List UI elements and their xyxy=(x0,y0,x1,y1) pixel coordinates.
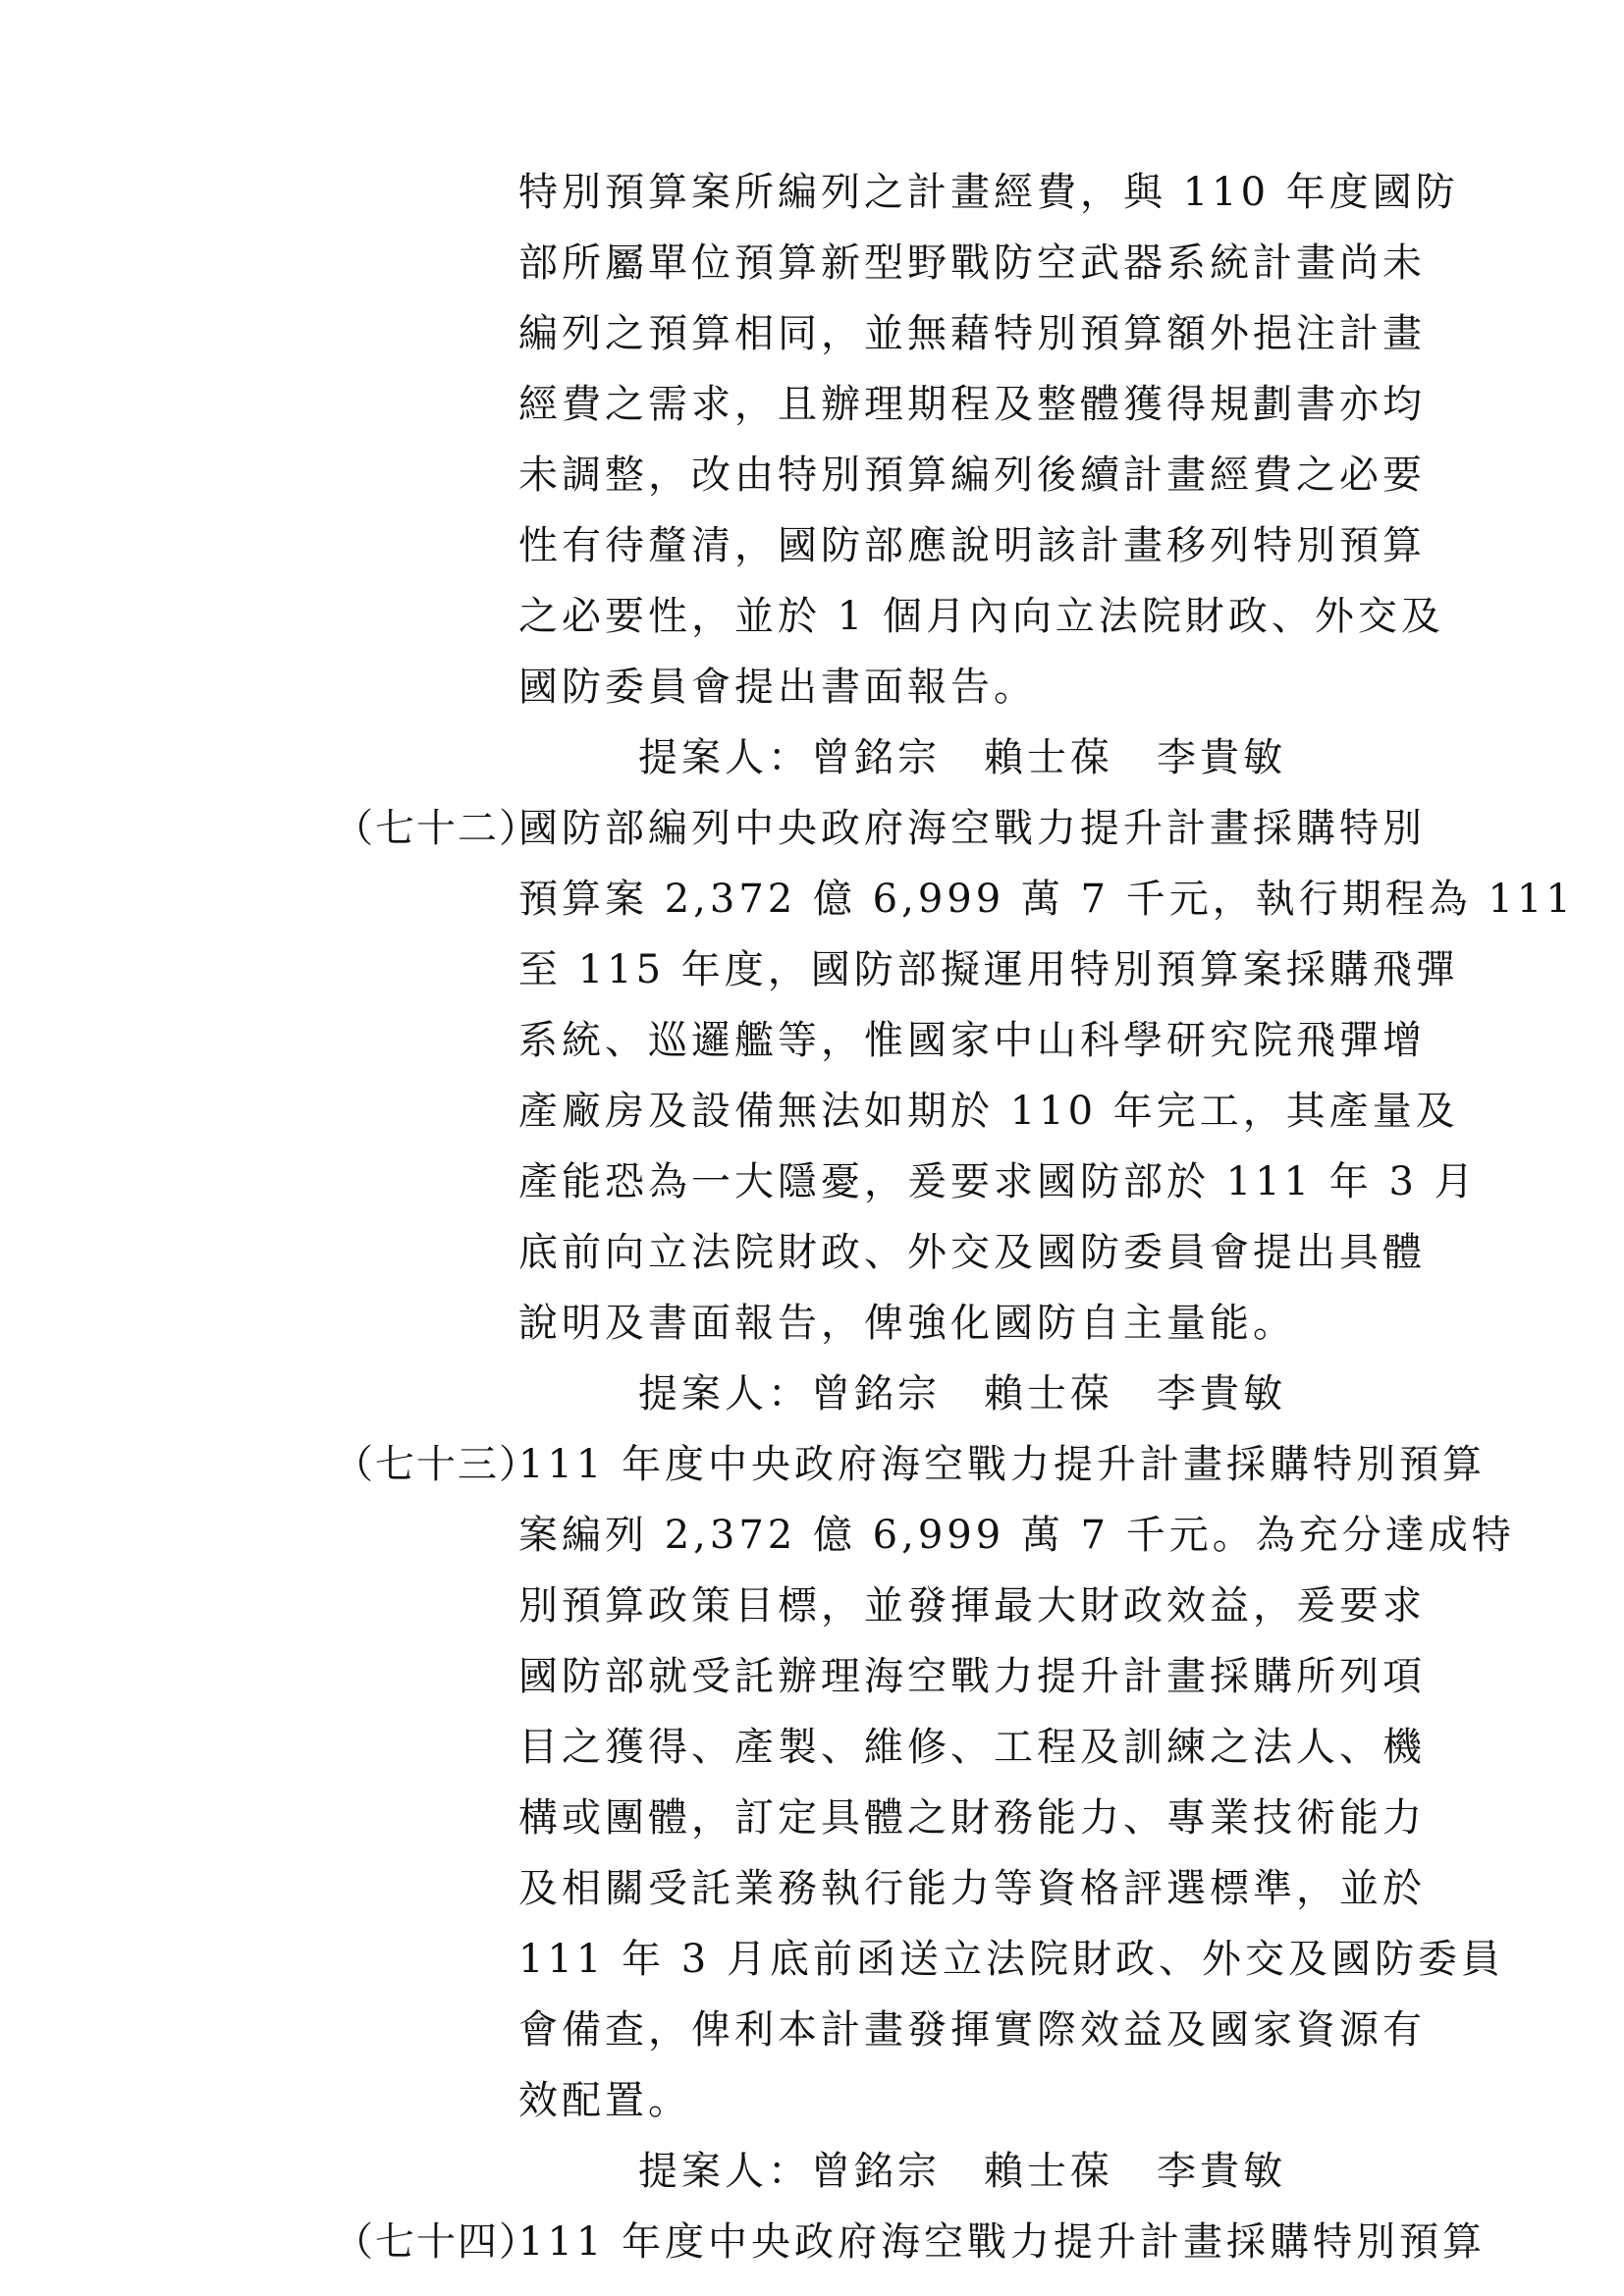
paragraph-line: 編列之預算相同，並無藉特別預算額外挹注計畫 xyxy=(518,311,1426,356)
paragraph-line: 底前向立法院財政、外交及國防委員會提出具體 xyxy=(518,1230,1426,1275)
paragraph-line: 系統、巡邏艦等，惟國家中山科學研究院飛彈增 xyxy=(518,1018,1426,1063)
item-number-label: （七十二） xyxy=(334,806,540,851)
paragraph-line: 性有待釐清，國防部應說明該計畫移列特別預算 xyxy=(518,523,1426,568)
paragraph-line: 至 115 年度，國防部擬運用特別預算案採購飛彈 xyxy=(518,947,1459,992)
paragraph-line: 案編列 2,372 億 6,999 萬 7 千元。為充分達成特 xyxy=(518,1513,1515,1558)
paragraph-line: 目之獲得、產製、維修、工程及訓練之法人、機 xyxy=(518,1725,1426,1770)
paragraph-line: 會備查，俾利本計畫發揮實際效益及國家資源有 xyxy=(518,2007,1426,2053)
item-number-label: （七十三） xyxy=(334,1442,540,1487)
paragraph-line: 國防部編列中央政府海空戰力提升計畫採購特別 xyxy=(518,806,1426,851)
paragraph-line: 之必要性，並於 1 個月內向立法院財政、外交及 xyxy=(518,594,1444,639)
paragraph-line: 別預算政策目標，並發揮最大財政效益，爰要求 xyxy=(518,1583,1426,1629)
item-number-label: （七十四） xyxy=(334,2219,540,2265)
paragraph-line: 111 年度中央政府海空戰力提升計畫採購特別預算 xyxy=(518,1442,1487,1487)
paragraph-line: 構或團體，訂定具體之財務能力、專業技術能力 xyxy=(518,1795,1426,1841)
proposer-line: 提案人：曾銘宗 賴士葆 李貴敏 xyxy=(638,2149,1286,2194)
proposer-line: 提案人：曾銘宗 賴士葆 李貴敏 xyxy=(638,1371,1286,1416)
paragraph-line: 國防部就受託辦理海空戰力提升計畫採購所列項 xyxy=(518,1654,1426,1699)
paragraph-line: 未調整，改由特別預算編列後續計畫經費之必要 xyxy=(518,453,1426,498)
paragraph-line: 產廠房及設備無法如期於 110 年完工，其產量及 xyxy=(518,1089,1459,1134)
paragraph-line: 及相關受託業務執行能力等資格評選標準，並於 xyxy=(518,1866,1426,1911)
paragraph-line: 說明及書面報告，俾強化國防自主量能。 xyxy=(518,1301,1296,1346)
paragraph-line: 效配置。 xyxy=(518,2078,691,2123)
paragraph-line: 預算案 2,372 億 6,999 萬 7 千元，執行期程為 111 xyxy=(518,877,1575,922)
paragraph-line: 產能恐為一大隱憂，爰要求國防部於 111 年 3 月 xyxy=(518,1159,1478,1204)
paragraph-line: 經費之需求，且辦理期程及整體獲得規劃書亦均 xyxy=(518,382,1426,427)
paragraph-line: 111 年度中央政府海空戰力提升計畫採購特別預算 xyxy=(518,2219,1487,2265)
paragraph-line: 部所屬單位預算新型野戰防空武器系統計畫尚未 xyxy=(518,240,1426,286)
proposer-line: 提案人：曾銘宗 賴士葆 李貴敏 xyxy=(638,735,1286,780)
paragraph-line: 特別預算案所編列之計畫經費，與 110 年度國防 xyxy=(518,170,1459,215)
paragraph-line: 111 年 3 月底前函送立法院財政、外交及國防委員 xyxy=(518,1937,1504,1982)
paragraph-line: 國防委員會提出書面報告。 xyxy=(518,665,1037,710)
